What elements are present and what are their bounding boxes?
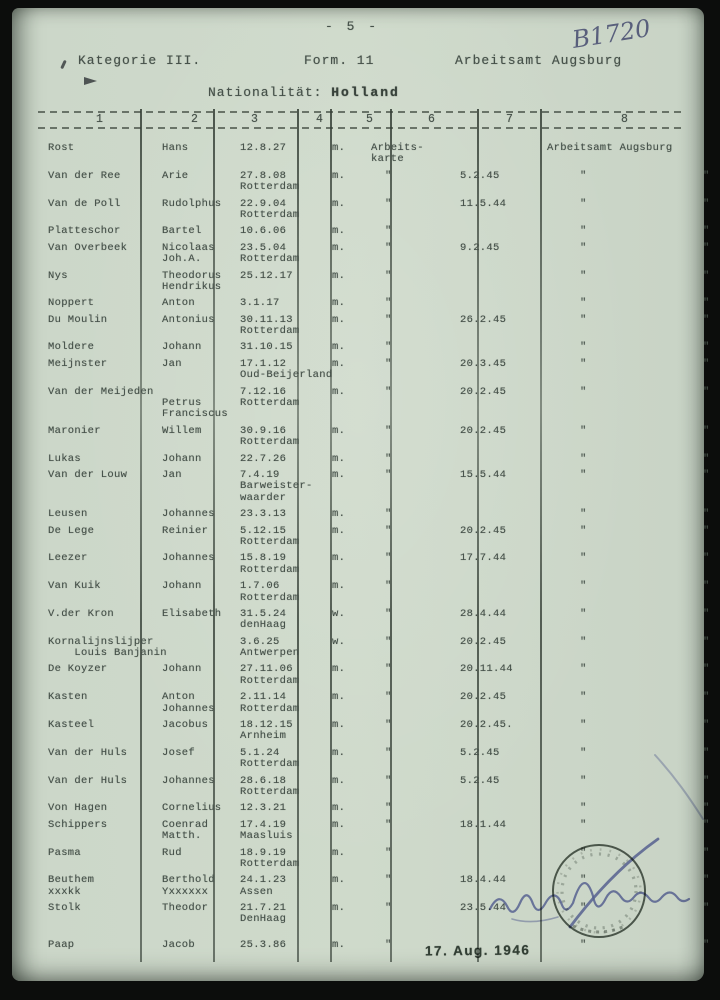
cell-c6: 5.2.45: [460, 774, 500, 787]
cell-c2: Rudolphus: [162, 197, 222, 210]
cell-c6: [445, 454, 547, 465]
table-row: [38, 524, 710, 549]
cell-c7: ": [580, 691, 587, 704]
cell-c8: ": [703, 719, 710, 732]
column-number-6: 6: [428, 113, 435, 126]
cell-c1: Maronier: [48, 424, 101, 437]
cell-c4: w.: [332, 607, 346, 620]
cell-c1: Rost: [48, 142, 75, 154]
cell-c8: ": [703, 241, 710, 254]
cell-c7: ": [580, 719, 587, 732]
cell-c2: Petrus Franciscus: [162, 397, 229, 421]
column-number-7: 7: [506, 113, 513, 126]
cell-c5: ": [385, 938, 392, 951]
cell-c4: m.: [332, 663, 346, 676]
header-dashed-line-bottom: [38, 127, 686, 129]
cell-c1: Paap: [48, 938, 75, 951]
cell-c4: m.: [332, 938, 346, 951]
cell-c2: Hans: [162, 142, 189, 154]
cell-c4: m.: [332, 774, 346, 787]
table-row: [38, 169, 710, 194]
office-name: Arbeitsamt Augsburg: [455, 53, 623, 68]
table-row: [38, 663, 710, 687]
cell-c8: ": [703, 580, 710, 593]
cell-c8: ": [703, 385, 710, 398]
table-row: [38, 385, 710, 421]
cell-c5: ": [385, 746, 392, 759]
cell-c5: ": [385, 607, 392, 620]
cell-c1: Van Overbeek: [48, 241, 128, 254]
received-date-stamp: 17. Aug. 1946: [424, 942, 531, 959]
cell-c7: ": [580, 508, 587, 521]
cell-c4: m.: [332, 524, 346, 537]
cell-c6: 5.2.45: [460, 746, 500, 759]
cell-c8: ": [703, 524, 710, 537]
cell-c5: ": [385, 169, 392, 182]
cell-c7: ": [580, 846, 587, 859]
cell-c4: m.: [332, 313, 346, 326]
cell-c3: 5.12.15 Rotterdam: [240, 524, 300, 548]
cell-c3: 7.4.19 Barweister- waarder: [240, 468, 313, 504]
table-row: [38, 580, 710, 604]
cell-c2: Johannes: [162, 552, 215, 565]
cell-c8: ": [703, 424, 710, 437]
cell-c7: ": [580, 552, 587, 565]
cell-c4: m.: [332, 818, 346, 831]
cell-c3: 17.1.12 Oud-Beijerland: [240, 357, 333, 382]
cell-c2: Johannes: [162, 774, 215, 787]
cell-c2: Anton Johannes: [162, 691, 215, 715]
cell-c2: Johann: [162, 580, 202, 593]
cell-c7: ": [580, 818, 587, 831]
cell-c4: m.: [332, 802, 346, 815]
cell-c1: Beuthem xxxkk: [48, 874, 95, 898]
cell-c6: 20.2.45: [460, 424, 507, 437]
scanned-document-page: [12, 8, 710, 981]
cell-c1: Von Hagen: [48, 802, 108, 815]
cell-c3: 30.9.16 Rotterdam: [240, 424, 300, 449]
cell-c6: 11.5.44: [460, 197, 507, 210]
cell-c6: [445, 271, 547, 282]
cell-c8: ": [703, 902, 710, 915]
cell-c3: 27.8.08 Rotterdam: [240, 169, 300, 194]
table-row: [38, 452, 710, 465]
cell-c1: Schippers: [48, 818, 108, 831]
cell-c8: ": [703, 357, 710, 370]
table-row: [38, 241, 710, 266]
cell-c6: [445, 226, 547, 237]
cell-c7: ": [580, 746, 587, 759]
cell-c1: Leezer: [48, 552, 88, 565]
cell-c8: ": [703, 468, 710, 481]
table-row: [38, 269, 710, 294]
cell-c8: ": [703, 341, 710, 354]
cell-c5: ": [385, 241, 392, 254]
cell-c4: m.: [332, 580, 346, 593]
column-number-4: 4: [316, 113, 323, 126]
cell-c6: 26.2.45: [460, 313, 507, 326]
cell-c6: 18.1.44: [460, 818, 507, 831]
cell-c3: 7.12.16 Rotterdam: [240, 385, 300, 410]
cell-c5: ": [385, 580, 392, 593]
cell-c8: ": [703, 508, 710, 521]
cell-c3: 25.3.86: [240, 938, 287, 951]
cell-c6: 15.5.44: [460, 468, 507, 481]
cell-c5: ": [385, 508, 392, 521]
cell-c4: m.: [332, 719, 346, 732]
cell-c6: 5.2.45: [460, 169, 500, 182]
cell-c4: m.: [332, 197, 346, 210]
nationality-line: [208, 85, 400, 100]
cell-c5: ": [385, 874, 392, 887]
cell-c4: m.: [332, 424, 346, 437]
cell-c3: 3.6.25 Antwerpen: [240, 635, 300, 660]
cell-c4: m.: [332, 468, 346, 481]
cell-c7: ": [580, 225, 587, 238]
cell-c4: m.: [332, 846, 346, 859]
table-row: [38, 225, 710, 238]
cell-c2: Willem: [162, 424, 202, 437]
cell-c1: De Koyzer: [48, 663, 108, 676]
cell-c1: Meijnster: [48, 357, 108, 370]
cell-c6: 9.2.45: [460, 241, 500, 254]
cell-c4: m.: [332, 269, 346, 282]
cell-c2: Arie: [162, 169, 189, 182]
cell-c1: Van Kuik: [48, 580, 101, 593]
cell-c6: 28.4.44: [460, 607, 507, 620]
cell-c3: 27.11.06 Rotterdam: [240, 663, 300, 687]
cell-c3: 15.8.19 Rotterdam: [240, 552, 300, 576]
table-row: [38, 357, 710, 382]
cell-c7: ": [580, 524, 587, 537]
cell-c8: ": [703, 635, 710, 648]
cell-c8: ": [703, 818, 710, 831]
cell-c5: ": [385, 197, 392, 210]
cell-c5: ": [385, 635, 392, 648]
nationality-value: Holland: [331, 85, 400, 100]
cell-c7: ": [580, 874, 587, 887]
cell-c2: Elisabeth: [162, 607, 222, 620]
cell-c8: ": [703, 846, 710, 859]
table-row: [38, 774, 710, 799]
cell-c6: 20.11.44: [460, 663, 513, 676]
cell-c4: m.: [332, 902, 346, 915]
cell-c4: m.: [332, 385, 346, 398]
cell-c2: Jan: [162, 357, 182, 370]
cell-c3: 2.11.14 Rotterdam: [240, 691, 300, 715]
cell-c3: 12.8.27: [240, 142, 287, 154]
cell-c6: 18.4.44: [460, 874, 507, 887]
table-row: [38, 468, 710, 504]
column-number-2: 2: [191, 113, 198, 126]
cell-c7: ": [580, 297, 587, 310]
cell-c7: ": [580, 341, 587, 354]
stray-ink-stroke: [637, 743, 717, 828]
cell-c5: ": [385, 297, 392, 310]
cell-c7: ": [580, 607, 587, 620]
cell-c3: 30.11.13 Rotterdam: [240, 313, 300, 338]
cell-c8: ": [703, 746, 710, 759]
cell-c1: Du Moulin: [48, 313, 108, 326]
cell-c8: ": [703, 197, 710, 210]
cell-c8: ": [703, 607, 710, 620]
cell-c6: [445, 298, 547, 309]
cell-c3: 23.5.04 Rotterdam: [240, 241, 300, 266]
cell-c4: m.: [332, 341, 346, 354]
cell-c6: [445, 342, 547, 353]
cell-c7: ": [580, 580, 587, 593]
cell-c5: ": [385, 774, 392, 787]
table-row: [38, 746, 710, 771]
cell-c3: 10.6.06: [240, 225, 287, 238]
table-row: [38, 424, 710, 449]
cell-c2: Bartel: [162, 225, 202, 238]
cell-c4: m.: [332, 508, 346, 521]
cell-c6: 23.5.44: [460, 902, 507, 915]
cell-c1: Lukas: [48, 452, 82, 465]
cell-c8: ": [703, 552, 710, 565]
cell-c6: [445, 803, 547, 814]
cell-c7: ": [580, 424, 587, 437]
pen-arrow-mark: [84, 77, 97, 85]
cell-c8: ": [703, 802, 710, 815]
cell-c6: 20.2.45: [460, 635, 507, 648]
cell-c5: ": [385, 225, 392, 238]
cell-c5: ": [385, 341, 392, 354]
cell-c5: Arbeits- karte: [371, 142, 424, 166]
column-number-8: 8: [621, 113, 628, 126]
table-row: [38, 719, 710, 743]
cell-c2: Nicolaas Joh.A.: [162, 241, 215, 266]
cell-c8: ": [703, 663, 710, 676]
cell-c6: 17.7.44: [460, 552, 507, 565]
cell-c8: ": [703, 874, 710, 887]
cell-c4: m.: [332, 169, 346, 182]
cell-c2: Theodorus Hendrikus: [162, 269, 222, 293]
cell-c4: m.: [332, 691, 346, 704]
cell-c2: Cornelius: [162, 802, 222, 815]
cell-c4: m.: [332, 357, 346, 370]
cell-c4: m.: [332, 552, 346, 565]
table-row: [38, 508, 710, 521]
cell-c3: 5.1.24 Rotterdam: [240, 746, 300, 771]
cell-c1: Kasten: [48, 691, 88, 704]
cell-c7: ": [580, 452, 587, 465]
cell-c3: 31.5.24 denHaag: [240, 607, 287, 632]
cell-c8: ": [703, 225, 710, 238]
cell-c1: Van der Huls: [48, 746, 128, 759]
cell-c2: Rud: [162, 846, 182, 859]
cell-c3: 21.7.21 DenHaag: [240, 902, 287, 926]
cell-c3: 18.9.19 Rotterdam: [240, 846, 300, 870]
column-number-5: 5: [366, 113, 373, 126]
cell-c5: ": [385, 524, 392, 537]
cell-c1: Nys: [48, 269, 68, 282]
cell-c2: Jacob: [162, 938, 196, 951]
cell-c8: ": [703, 938, 710, 951]
cell-c3: 17.4.19 Maasluis: [240, 818, 293, 843]
table-row: [38, 197, 710, 222]
cell-c8: ": [703, 774, 710, 787]
cell-c7: ": [580, 169, 587, 182]
cell-c5: ": [385, 357, 392, 370]
cell-c7: ": [580, 241, 587, 254]
cell-c6: 20.2.45: [460, 691, 507, 704]
cell-c6: [445, 581, 547, 592]
cell-c2: Antonius: [162, 313, 215, 326]
category-label: Kategorie III.: [78, 53, 202, 68]
cell-c3: 1.7.06 Rotterdam: [240, 580, 300, 604]
cell-c1: Van de Poll: [48, 197, 121, 210]
cell-c6: 20.2.45: [460, 524, 507, 537]
cell-c5: ": [385, 691, 392, 704]
pen-tick-mark: [60, 60, 67, 69]
cell-c4: m.: [332, 746, 346, 759]
cell-c5: ": [385, 818, 392, 831]
cell-c5: ": [385, 902, 392, 915]
cell-c2: Johann: [162, 341, 202, 354]
cell-c8: ": [703, 297, 710, 310]
cell-c2: Berthold Yxxxxxx: [162, 874, 215, 898]
cell-c3: 24.1.23 Assen: [240, 874, 287, 898]
cell-c1: Noppert: [48, 297, 95, 310]
cell-c6: 20.2.45: [460, 385, 507, 398]
cell-c5: ": [385, 552, 392, 565]
form-number: Form. 11: [304, 53, 375, 68]
cell-c4: w.: [332, 635, 346, 648]
cell-c5: ": [385, 424, 392, 437]
cell-c7: ": [580, 663, 587, 676]
cell-c5: ": [385, 468, 392, 481]
cell-c6: [431, 143, 533, 154]
cell-c8: ": [703, 691, 710, 704]
cell-c2: Coenrad Matth.: [162, 818, 209, 843]
cell-c4: m.: [332, 452, 346, 465]
table-row: [38, 802, 710, 815]
header-dashed-line-top: [38, 111, 686, 113]
cell-c3: 12.3.21: [240, 802, 287, 815]
column-number-1: 1: [96, 113, 103, 126]
cell-c3: 22.7.26: [240, 452, 287, 465]
cell-c5: ": [385, 269, 392, 282]
cell-c3: 23.3.13: [240, 508, 287, 521]
cell-c2: Anton: [162, 297, 196, 310]
cell-c7: ": [580, 635, 587, 648]
cell-c5: ": [385, 385, 392, 398]
cell-c1: Van der Huls: [48, 774, 128, 787]
cell-c7: ": [580, 313, 587, 326]
cell-c1: De Lege: [48, 524, 95, 537]
cell-c2: Jacobus: [162, 719, 209, 732]
cell-c3: 28.6.18 Rotterdam: [240, 774, 300, 798]
column-number-3: 3: [251, 113, 258, 126]
cell-c3: 22.9.04 Rotterdam: [240, 197, 300, 221]
cell-c5: ": [385, 846, 392, 859]
cell-c8: ": [703, 313, 710, 326]
cell-c2: Jan: [162, 468, 182, 481]
table-row: [38, 635, 710, 660]
cell-c5: ": [385, 313, 392, 326]
cell-c78: Arbeitsamt Augsburg: [547, 142, 673, 154]
table-row: [38, 552, 710, 576]
cell-c1: V.der Kron: [48, 607, 115, 620]
cell-c2: Johannes: [162, 508, 215, 521]
cell-c2: Johann: [162, 452, 202, 465]
cell-c3: 31.10.15: [240, 341, 293, 354]
cell-c7: ": [580, 902, 587, 915]
table-row: [38, 313, 710, 338]
cell-c4: m.: [332, 142, 346, 154]
cell-c8: ": [703, 452, 710, 465]
cell-c4: m.: [332, 874, 346, 887]
table-row: [38, 341, 710, 354]
cell-c5: ": [385, 719, 392, 732]
cell-c4: m.: [332, 297, 346, 310]
cell-c7: ": [580, 269, 587, 282]
cell-c8: ": [703, 269, 710, 282]
table-row: [38, 607, 710, 632]
cell-c1: Kasteel: [48, 719, 95, 732]
cell-c4: m.: [332, 225, 346, 238]
cell-c1: Van der Louw: [48, 468, 128, 481]
cell-c1: Van der Meijeden: [48, 385, 154, 398]
cell-c1: Pasma: [48, 846, 82, 859]
cell-c2: Reinier: [162, 524, 209, 537]
cell-c7: ": [580, 774, 587, 787]
cell-c1: Platteschor: [48, 225, 121, 238]
cell-c3: 18.12.15 Arnheim: [240, 719, 293, 743]
cell-c8: ": [703, 169, 710, 182]
cell-c4: m.: [332, 241, 346, 254]
cell-c5: ": [385, 452, 392, 465]
cell-c3: 25.12.17: [240, 269, 293, 282]
cell-c2: Johann: [162, 663, 202, 676]
cell-c1: Van der Ree: [48, 169, 121, 182]
nationality-label: Nationalität:: [208, 85, 332, 100]
handwritten-signature: [482, 823, 712, 938]
cell-c6: 20.3.45: [460, 357, 507, 370]
cell-c7: ": [580, 357, 587, 370]
cell-c7: ": [580, 938, 587, 951]
cell-c7: ": [580, 468, 587, 481]
handwritten-reference: B1720: [570, 14, 653, 54]
cell-c7: ": [580, 802, 587, 815]
cell-c1: Stolk: [48, 902, 82, 915]
cell-c7: ": [580, 385, 587, 398]
cell-c6: [445, 509, 547, 520]
page-number: - 5 -: [324, 19, 379, 34]
table-row: [38, 691, 710, 715]
cell-c1: Moldere: [48, 341, 95, 354]
cell-c6: 20.2.45.: [460, 719, 513, 732]
cell-c1: Leusen: [48, 508, 88, 521]
cell-c2: Josef: [162, 746, 196, 759]
cell-c7: ": [580, 197, 587, 210]
cell-c1: Kornalijnslijper Louis Banjanin: [48, 635, 167, 660]
table-row: [38, 297, 710, 310]
cell-c3: 3.1.17: [240, 297, 280, 310]
cell-c5: ": [385, 663, 392, 676]
cell-c2: Theodor: [162, 902, 209, 915]
cell-c5: ": [385, 802, 392, 815]
table-row: [38, 143, 686, 166]
